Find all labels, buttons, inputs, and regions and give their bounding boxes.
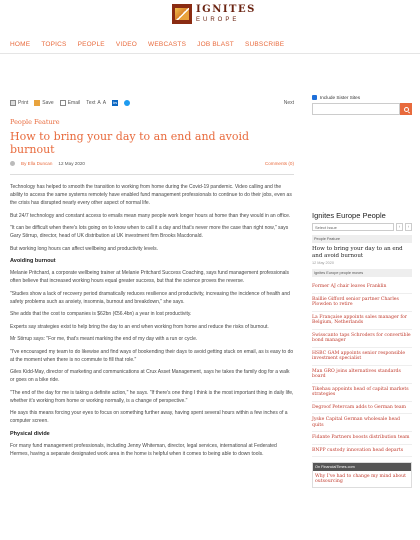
main-nav [0, 36, 420, 54]
featured-label: People Feature [312, 235, 412, 243]
twitter-icon[interactable] [124, 100, 130, 106]
list-item[interactable]: Swisscanto taps Schroders for convertible bond manager [312, 330, 412, 348]
author-link[interactable]: By Ella Duncan [21, 161, 53, 166]
paragraph: Giles Kidd-May, director of marketing and communications at Crux Asset Management, says he takes the family dog for a walk or goes on a bike ride. [10, 369, 290, 383]
nav-people[interactable]: PEOPLE [77, 41, 105, 48]
email-icon [60, 100, 66, 106]
list-item[interactable]: HSBC GAM appoints senior responsible investment specialist [312, 348, 412, 366]
list-item[interactable]: Fidante Partners boosts distribution team [312, 432, 412, 445]
paragraph: But 24/7 technology and constant access to emails mean many people work longer hours at home than they would in an office. [10, 212, 291, 219]
nav-job-blast[interactable]: JOB BLAST [197, 41, 234, 48]
search-bar [312, 103, 412, 115]
text-size-control[interactable]: Text A A [86, 100, 107, 106]
save-icon [34, 100, 40, 106]
list-item[interactable]: Baillie Gifford senior partner Charles Plowden to retire [312, 294, 412, 312]
email-button[interactable]: Email [60, 100, 81, 106]
divider [10, 174, 294, 175]
list-item[interactable]: Former AJ chair leaves Franklin [312, 281, 412, 294]
paragraph: Experts say strategies exist to help bring the day to an end when working from home and reduce the risks of burnout. [10, 323, 269, 330]
nav-video[interactable]: VIDEO [115, 41, 138, 48]
sister-sites-toggle[interactable]: Include Sister Sites [312, 93, 412, 101]
ft-widget [312, 462, 412, 488]
logo-icon [172, 4, 192, 24]
checkbox-checked-icon[interactable] [312, 95, 317, 100]
article-meta [10, 161, 294, 166]
nav-subscribe[interactable]: SUBSCRIBE [244, 41, 285, 48]
featured-title[interactable]: How to bring your day to an end and avoid burnout [312, 246, 403, 259]
people-moves-label: Ignites Europe people moves [312, 269, 412, 277]
prev-arrow-icon[interactable]: ‹ [396, 223, 403, 231]
list-item[interactable]: La Française appoints sales manager for Belgium, Netherlands [312, 312, 412, 330]
next-arrow-icon[interactable]: › [405, 223, 412, 231]
paragraph: For many fund management professionals, including Jenny Whiteman, director, legal services, international at Federated Hermes, having a separate designated work area in the home is helpful when it comes to being able to down tools. [10, 442, 277, 457]
article-category[interactable]: People Feature [10, 118, 60, 126]
search-button[interactable] [400, 103, 412, 115]
section-heading: Physical divide [10, 430, 50, 437]
search-icon [404, 107, 409, 112]
nav-home[interactable]: HOME [10, 41, 31, 48]
paragraph: She adds that the cost to companies is $62bn (€56.4bn) a year in lost productivity. [10, 311, 192, 317]
logo-subtitle: EUROPE [196, 17, 240, 23]
paragraph: "It can be difficult when there's lots going on to know when to call it a day and that's never more the case than right now," says Gary Stirrup, director, head of UK distribution at UK investment firm Brooks Macdonald. [10, 225, 289, 239]
paragraph: "Studies show a lack of recovery period dramatically reduces resilience and productivity, increasing the incidence of health and safety problems such as anxiety, insomnia, burnout and breakdown," she says. [10, 290, 290, 305]
nav-webcasts[interactable]: WEBCASTS [148, 41, 187, 48]
sidebar [312, 93, 412, 488]
nav-topics[interactable]: TOPICS [41, 41, 67, 48]
comments-link[interactable]: Comments (0) [264, 161, 294, 166]
section-heading: Avoiding burnout [10, 258, 56, 264]
list-item[interactable]: Jyske Capital German wholesale head quits [312, 414, 412, 432]
article-toolbar [10, 96, 294, 110]
list-item[interactable]: Man GRO joins alternatives standards board [312, 366, 412, 384]
issue-select[interactable]: Select Issue [312, 223, 394, 231]
list-item[interactable]: BNPP custody innovation head departs [312, 445, 412, 458]
print-icon [10, 100, 16, 106]
article-title: How to bring your day to an end and avoid burnout [10, 130, 250, 156]
paragraph: Mr Stirrup says: "For me, that's meant marking the end of my day with a run or cycle. [10, 336, 198, 342]
text-size-down[interactable]: A [102, 100, 107, 106]
next-article-link[interactable]: Next [283, 100, 294, 106]
article-column [10, 96, 294, 462]
paragraph: He says this means forcing your eyes to focus on something further away, having spent several hours within a few inches of a computer screen. [10, 410, 288, 424]
people-list [312, 281, 412, 457]
list-item[interactable]: Degroof Petercam adds to German team [312, 402, 412, 415]
search-input[interactable] [312, 103, 400, 115]
save-button[interactable]: Save [34, 100, 53, 106]
paragraph: "I've encouraged my team to do likewise and find ways of bookending their days to avoid getting stuck on email, as is easy to do at the moment when there is no commute to fill that role." [10, 348, 294, 363]
site-header [0, 0, 420, 36]
paragraph: Technology has helped to smooth the transition to working from home during the Covid-19 pandemic. Video calling and the ability to access the same systems remotely have enabled fund management professionals to continue to do their jobs, even as the crisis has disrupted nearly every other aspect of normal life. [10, 184, 292, 206]
text-size-up[interactable]: A [97, 100, 101, 106]
paragraph: Melanie Pritchard, a corporate wellbeing trainer at Melanie Pritchard Success Coaching, says fund management professionals often believe that increased working hours equal greater success, but that the science proves the reverse. [10, 270, 290, 284]
featured-date: 12 May 2020 [312, 261, 334, 265]
linkedin-icon[interactable]: in [113, 100, 117, 105]
ft-link[interactable]: Why I've had to change my mind about outsourcing [315, 474, 406, 484]
ft-header: On FinancialTimes.com [313, 463, 411, 471]
widget-title: Ignites Europe People [312, 211, 386, 220]
site-logo[interactable] [172, 4, 256, 24]
list-item[interactable]: Tikehau appoints head of capital markets strategies [312, 384, 412, 402]
logo-title: IGNITES [196, 4, 256, 15]
paragraph: But working long hours can affect wellbeing and productivity levels. [10, 245, 159, 252]
people-widget [312, 211, 412, 488]
author-icon [10, 161, 15, 166]
print-button[interactable]: Print [10, 100, 28, 106]
article-date: 12 May 2020 [58, 161, 85, 166]
paragraph: "The end of the day for me is taking a definite action," he says. "If there's one thing I think is the most important thing in daily life, whether it's working from home or working normally, is a change of perspective." [10, 389, 294, 404]
article-body [10, 183, 294, 458]
